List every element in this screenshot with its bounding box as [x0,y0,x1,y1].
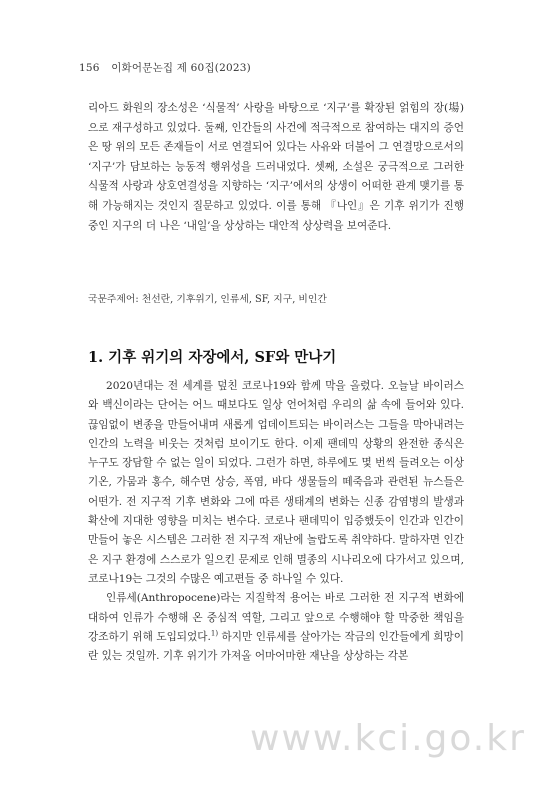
keywords: 국문주제어: 천선란, 기후위기, 인류세, SF, 지구, 비인간 [88,294,327,305]
abstract-block [88,99,464,236]
paragraph-1: 2020년대는 전 세계를 덮친 코로나19와 함께 막을 올렸다. 오늘날 바이러스와 백신이라는 단어는 어느 때보다도 일상 언어처럼 우리의 삶 속에 들어와 있다. 끊임없이 변종을 만들어내며 새롭게 업데이트되는 바이러스는 그들을 막아내려는 인간의 노력을 비웃는 것처럼 보이기도 한다. 이제 팬데믹 상황의 완전한 종식은 누구도 장담할 수 없는 일이 되었다. 그런가 하면, 하루에도 몇 번씩 들려오는 이상기온, 가뭄과 홍수, 해수면 상승, 폭염, 바다 생물들의 떼죽음과 관련된 뉴스들은 어떤가. 전 지구적 기후 변화와 그에 따른 생태계의 변화는 신종 감염병의 발생과 확산에 지대한 영향을 미치는 변수다. 코로나 팬데믹이 입증했듯이 인간과 인간이 만들어 놓은 시스템은 그러한 전 지구적 재난에 놀랍도록 취약하다. 말하자면 인간은 지구 환경에 스스로가 일으킨 문제로 인해 멸종의 시나리오에 다가서고 있으며, 코로나19는 그것의 수많은 예고편들 중 하나일 수 있다. [88,380,464,585]
section-heading: 1. 기후 위기의 자장에서, SF와 만나기 [88,349,337,366]
page-number: 156 [79,62,100,74]
paragraph-2-part-1: 인류세(Anthropocene)라는 지질학적 용어는 바로 그러한 전 지구적 변화에 대하여 인류가 수행해 온 중심적 역할, 그리고 앞으로 수행해야 할 막중한 책임을 강조하기 위해 도입되었다. [88,592,464,643]
abstract-text: 리아드 화원의 장소성은 ‘식물적’ 사랑을 바탕으로 ‘지구’를 확장된 얽힘의 장(場)으로 재구성하고 있었다. 둘째, 인간들의 사건에 적극적으로 참여하는 대지의 증언은 땅 위의 모든 존재들이 서로 연결되어 있다는 사유와 더불어 그 연결망으로서의 ‘지구’가 담보하는 능동적 행위성을 드러내었다. 셋째, 소설은 궁극적으로 그러한 식물적 사랑과 상호연결성을 지향하는 ‘지구’에서의 상생이 어떠한 관계 맺기를 통해 가능해지는 것인지 질문하고 있었다. 이를 통해 『나인』은 기후 위기가 진행 중인 지구의 더 나은 ‘내일’을 상상하는 대안적 상상력을 보여준다. [88,102,464,232]
paragraph-2 [88,589,464,666]
footnote-marker[interactable]: 1) [210,629,219,638]
body-text [88,377,464,666]
journal-title: 이화어문논집 제 60집(2023) [111,62,251,74]
running-head [79,60,251,75]
paragraph-2-part-2: 하지만 인류세를 살아가는 작금의 인간들에게 희망이란 있는 것일까. 기후 위기가 가져올 어마어마한 재난을 상상하는 각본 [88,630,465,663]
watermark: www.kci.go.kr [250,718,526,759]
